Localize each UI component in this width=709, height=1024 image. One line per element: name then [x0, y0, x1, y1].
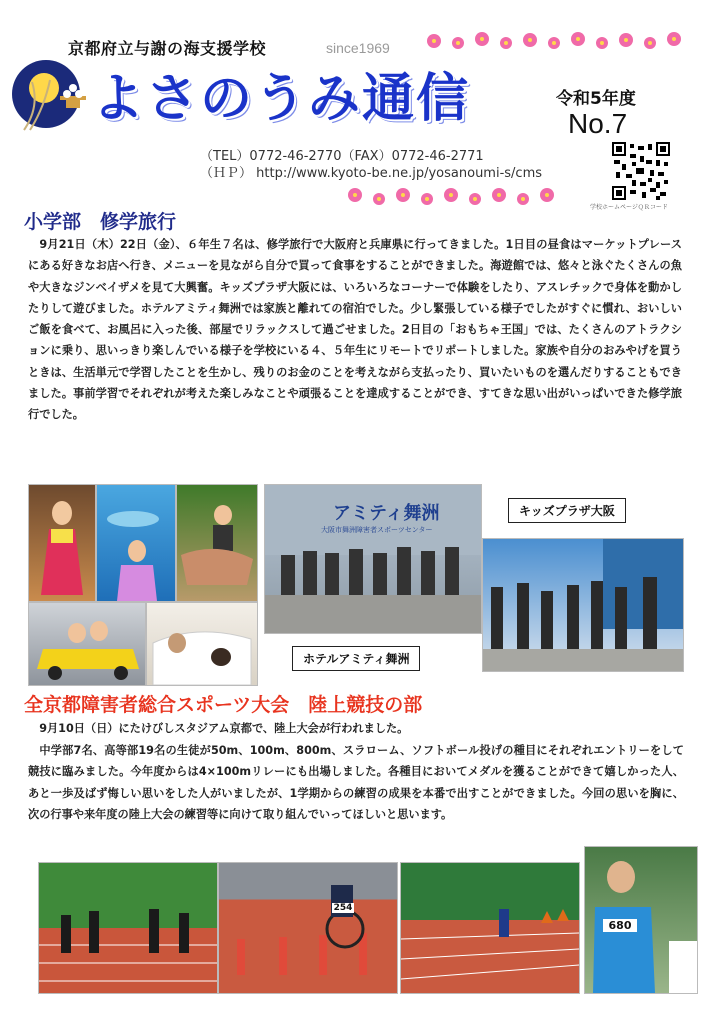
bib-runner: 680 [603, 919, 637, 932]
qr-code-icon [612, 142, 670, 200]
amity-sign: アミティ舞洲 [333, 503, 440, 524]
photo-kids-plaza [482, 538, 684, 672]
flower-border-bottom [345, 186, 565, 208]
section2-para1: 9月10日（日）にたけびしスタジアム京都で、陸上大会が行われました。 [28, 722, 409, 735]
photo-go-kart [28, 602, 146, 686]
section1-heading: 小学部 修学旅行 [24, 211, 177, 233]
photo-dinosaur [176, 484, 258, 602]
issue-number: No.7 [568, 108, 628, 139]
caption-kids-plaza: キッズプラザ大阪 [508, 498, 626, 523]
qr-caption: 学校ホームページＱＲコード [590, 204, 668, 211]
fiscal-year: 令和5年度 [556, 89, 636, 109]
since-label: since1969 [326, 40, 390, 56]
tel-fax-line: （TEL）0772-46-2770（FAX）0772-46-2771 [200, 149, 484, 164]
photo-runner-medal [584, 846, 698, 994]
photo-wheelchair-race [218, 862, 398, 994]
section1-body: 9月21日（木）22日（金）、６年生７名は、修学旅行で大阪府と兵庫県に行ってきました。1日目の昼食はマーケットプレースにある好きなお店へ行き、メニューを見ながら自分で買って食事をすることができました。海遊館では、悠々と泳ぐたくさんの魚や大きなジンベイザメを見て大興奮。キッズプラザ大阪には、いろいろなコーナーで体験をしたり、アスレチックで身体を動かしたりして遊びました。ホテルアミティ舞洲では家族と離れての宿泊でした。少し緊張している様子でしたがすぐに慣れ、おいしいご飯を食べて、お風呂に入った後、部屋でリラックスして過ごせました。2日目の「おもちゃ王国」では、たくさんのアトラクションに乗り、思いっきり楽しんでいる様子を学校にいる４、５年生にリモートでリポートしました。家族や自分のおみやげを買うときは、生活単元で学習したことを生かし、残りのお金のことを考えながら支払ったり、買いたいものを選んだりすることもできました。事前学習でそれぞれが考えた楽しみなことや頑張ることを達成することができ、すてきな思い出がいっぱいできた修学旅行でした。 [28, 238, 682, 422]
photo-costume [28, 484, 96, 602]
photo-amity-group [264, 484, 482, 634]
photo-sprint-race [400, 862, 580, 994]
contact-block [200, 148, 542, 182]
section2-heading: 全京都障害者総合スポーツ大会 陸上競技の部 [24, 694, 423, 716]
photo-relay-race [38, 862, 218, 994]
section2-para2: 中学部7名、高等部19名の生徒が50m、100m、800m、スラローム、ソフトボール投げの種目にそれぞれエントリーをして競技に臨みました。今年度からは4×100mリレーにも出場しました。各種目においてメダルを獲ることができて嬉しかった人、あと一歩及ばず悔しい思いをした人がいましたが、1学期からの練習の成果を本番で出すことができました。今回の思いを胸に、次の行事や来年度の陸上大会の練習等に向けて取り組んでいってほしいと思います。 [28, 744, 684, 821]
school-name: 京都府立与謝の海支援学校 [68, 39, 267, 58]
moon-logo-icon [10, 52, 94, 136]
flower-border-top [424, 30, 694, 52]
bib-wheelchair: 254 [333, 903, 353, 913]
homepage-line: （ＨＰ） http://www.kyoto-be.ne.jp/yosanoumi-s/cms [200, 166, 543, 181]
amity-sign-sub: 大阪市舞洲障害者スポーツセンター [321, 526, 433, 534]
newsletter-title: よさのうみ通信 [92, 69, 471, 129]
caption-hotel-amity: ホテルアミティ舞洲 [292, 646, 420, 671]
photo-aquarium [96, 484, 176, 602]
photo-hotel-bed [146, 602, 258, 686]
